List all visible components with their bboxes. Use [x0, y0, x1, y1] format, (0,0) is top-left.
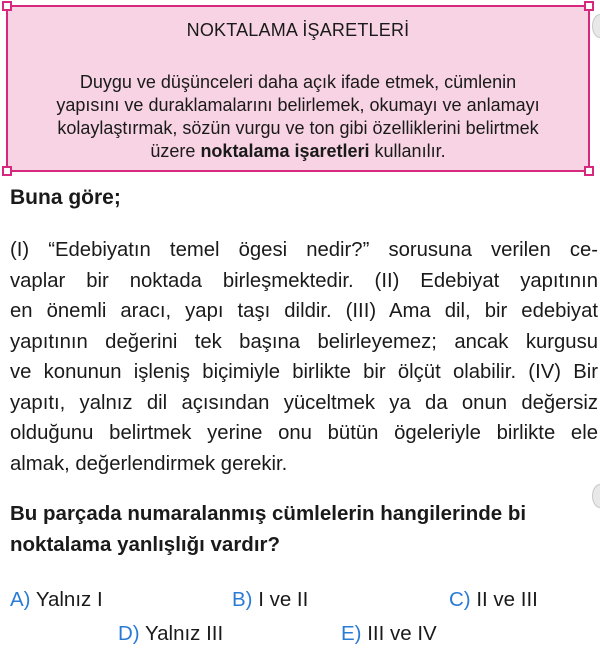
question-stem: [10, 498, 600, 560]
passage-line: yapıtının değerini tek başına belirleyemez; ancak kurgusu: [10, 330, 598, 353]
option-text: III ve IV: [361, 622, 437, 645]
passage-line: ve konunun işleniş biçimiyle birlikte bir ölçüt olabilir. (IV) Bir: [10, 361, 598, 383]
option-text: II ve III: [470, 588, 538, 611]
option-d[interactable]: [118, 622, 223, 646]
corner-ornament: [584, 166, 594, 176]
info-box-line: yapısını ve duraklamalarını belirlemek, okumayı ve anlamayı: [56, 95, 540, 115]
option-e[interactable]: [341, 622, 437, 646]
option-text: I ve II: [252, 588, 309, 611]
corner-ornament: [584, 1, 594, 11]
info-box-line: Duygu ve düşünceleri daha açık ifade etmek, cümlenin: [79, 72, 517, 92]
passage-line: (I) “Edebiyatın temel ögesi nedir?” sorusuna verilen ce-: [10, 239, 598, 261]
question-line: Bu parçada numaralanmış cümlelerin hangilerinde bi: [10, 502, 527, 525]
option-letter: E): [341, 622, 362, 645]
page-edge-mark: [592, 14, 600, 38]
info-box-title: NOKTALAMA İŞARETLERİ: [186, 20, 410, 40]
option-letter: A): [10, 588, 31, 611]
info-box-text: [32, 71, 564, 163]
passage: [10, 235, 598, 479]
question-line: noktalama yanlışlığı vardır?: [10, 533, 281, 556]
info-box-line-prefix: üzere: [150, 141, 201, 161]
passage-line: olduğunu belirtmek yerine onu bütün ögeleriyle birlikte ele: [10, 422, 598, 444]
info-box-bold-term: noktalama işaretleri: [200, 141, 370, 161]
option-letter: C): [449, 588, 471, 611]
info-box-line: kolaylaştırmak, sözün vurgu ve ton gibi özelliklerini belirtmek: [57, 118, 539, 138]
option-b[interactable]: [232, 588, 308, 612]
option-c[interactable]: [449, 588, 538, 612]
corner-ornament: [2, 1, 12, 11]
option-text: Yalnız I: [30, 588, 103, 611]
option-letter: B): [232, 588, 253, 611]
option-a[interactable]: [10, 588, 103, 612]
corner-ornament: [2, 166, 12, 176]
info-box-line: [32, 140, 564, 163]
option-letter: D): [118, 622, 140, 645]
passage-line: en önemli aracı, yapı taşı dildir. (III) Ama dil, bir edebiyat: [10, 300, 598, 322]
info-box: [6, 5, 590, 172]
passage-line: vaplar bir noktada birleşmektedir. (II) Edebiyat yapıtının: [10, 269, 598, 292]
passage-line: yapıtı, yalnız dil açısından yüceltmek ya da onun değersiz: [10, 391, 598, 414]
info-box-line-suffix: kullanılır.: [369, 141, 446, 161]
lead-text: Buna göre;: [10, 186, 121, 209]
option-text: Yalnız III: [139, 622, 224, 645]
passage-line: almak, değerlendirmek gerekir.: [10, 452, 288, 475]
